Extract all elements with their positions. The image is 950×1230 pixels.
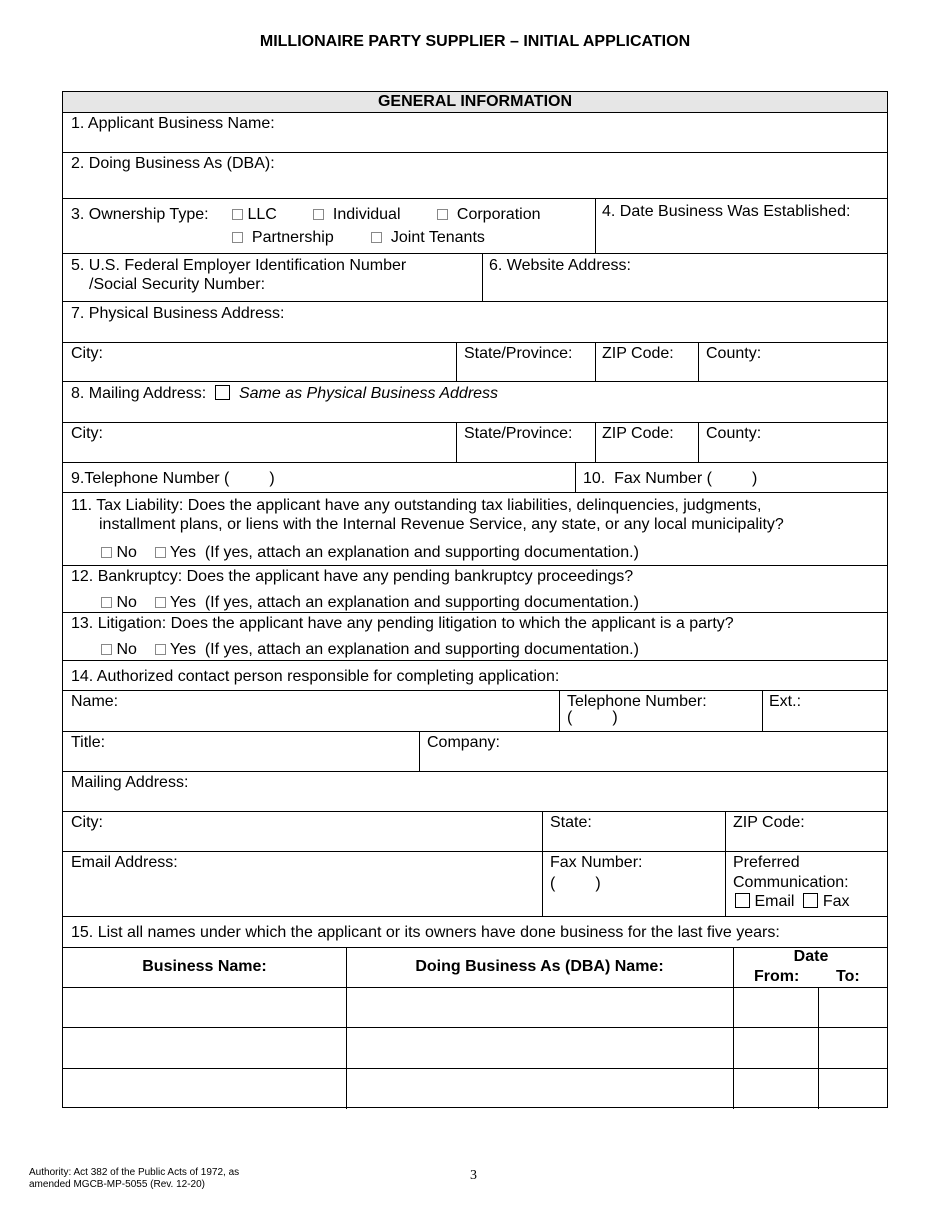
divider <box>595 342 596 381</box>
contact-fax-parens: ( ) <box>550 875 601 892</box>
divider <box>63 198 887 199</box>
divider <box>698 342 699 381</box>
divider <box>63 422 887 423</box>
table-cell-from-3[interactable] <box>734 1069 818 1108</box>
checkbox-icon[interactable] <box>232 209 243 220</box>
divider <box>762 690 763 731</box>
divider <box>63 381 887 382</box>
divider <box>63 112 887 113</box>
col-business-name: Business Name: <box>142 958 267 975</box>
q12-answer: No Yes (If yes, attach an explanation and supporting documentation.) <box>101 593 639 612</box>
general-information-header: GENERAL INFORMATION <box>63 92 887 112</box>
divider <box>595 198 596 253</box>
divider <box>63 851 887 852</box>
q12-bankruptcy-label: 12. Bankruptcy: Does the applicant have any pending bankruptcy proceedings? <box>71 568 634 585</box>
table-cell-dba-3[interactable] <box>347 1069 733 1108</box>
preferred-email-checkbox[interactable] <box>735 893 750 908</box>
table-cell-dba-2[interactable] <box>347 1028 733 1068</box>
q15-prior-names-label: 15. List all names under which the applicant or its owners have done business for the last five years: <box>71 924 780 941</box>
table-cell-business-2[interactable] <box>63 1028 346 1068</box>
mailing-city-label: City: <box>71 425 103 442</box>
q11-answer: No Yes (If yes, attach an explanation and supporting documentation.) <box>101 543 639 562</box>
q8-mailing-address-label: 8. Mailing Address: Same as Physical Business Address <box>71 385 499 402</box>
divider <box>456 342 457 381</box>
ownership-option-individual[interactable]: Individual <box>313 205 401 224</box>
contact-city-label: City: <box>71 814 103 831</box>
checkbox-icon[interactable] <box>437 209 448 220</box>
mailing-county-label: County: <box>706 425 762 442</box>
physical-city-label: City: <box>71 345 103 362</box>
q10-fax-label: 10. Fax Number ( ) <box>583 470 758 487</box>
divider <box>63 462 887 463</box>
preferred-label-line2: Communication: <box>733 874 849 891</box>
checkbox-icon[interactable] <box>313 209 324 220</box>
table-cell-dba-1[interactable] <box>347 988 733 1027</box>
application-form <box>62 91 888 1108</box>
q2-dba-label: 2. Doing Business As (DBA): <box>71 155 275 172</box>
divider <box>63 492 887 493</box>
divider <box>698 422 699 462</box>
checkbox-icon[interactable] <box>371 232 382 243</box>
divider <box>419 731 420 771</box>
contact-company-label: Company: <box>427 734 500 751</box>
table-cell-business-1[interactable] <box>63 988 346 1027</box>
ownership-option-partnership[interactable]: Partnership <box>232 228 334 247</box>
q11-no-checkbox[interactable] <box>101 547 112 558</box>
physical-state-label: State/Province: <box>464 345 573 362</box>
divider <box>542 811 543 916</box>
q14-contact-label: 14. Authorized contact person responsible for completing application: <box>71 668 560 685</box>
q3-ownership-label: 3. Ownership Type: <box>71 206 209 223</box>
divider <box>63 612 887 613</box>
q5-fein-label-line1: 5. U.S. Federal Employer Identification Number <box>71 257 407 274</box>
contact-mailing-address-label: Mailing Address: <box>71 774 189 791</box>
q11-tax-liability-line1: 11. Tax Liability: Does the applicant have any outstanding tax liabilities, delinquencies, judgments, <box>71 497 762 514</box>
mailing-state-label: State/Province: <box>464 425 573 442</box>
divider <box>63 253 887 254</box>
table-cell-to-3[interactable] <box>819 1069 888 1108</box>
col-date: Date <box>793 948 829 965</box>
physical-county-label: County: <box>706 345 762 362</box>
divider <box>595 422 596 462</box>
mailing-zip-label: ZIP Code: <box>602 425 674 442</box>
divider <box>63 660 887 661</box>
q1-business-name-label: 1. Applicant Business Name: <box>71 115 275 132</box>
contact-zip-label: ZIP Code: <box>733 814 805 831</box>
table-cell-from-1[interactable] <box>734 988 818 1027</box>
divider <box>63 731 887 732</box>
table-cell-to-1[interactable] <box>819 988 888 1027</box>
divider <box>63 301 887 302</box>
contact-fax-label: Fax Number: <box>550 854 643 871</box>
contact-phone-parens: ( ) <box>567 709 618 726</box>
physical-zip-label: ZIP Code: <box>602 345 674 362</box>
contact-email-label: Email Address: <box>71 854 178 871</box>
q5-fein-label-line2: /Social Security Number: <box>89 276 266 293</box>
footer-authority: Authority: Act 382 of the Public Acts of 1972, as amended MGCB-MP-5055 (Rev. 12-20) <box>29 1167 240 1190</box>
q13-answer: No Yes (If yes, attach an explanation and supporting documentation.) <box>101 640 639 659</box>
page-title: MILLIONAIRE PARTY SUPPLIER – INITIAL APPLICATION <box>259 33 691 50</box>
divider <box>63 916 887 917</box>
ownership-option-llc[interactable]: LLC <box>232 205 277 224</box>
col-date-from: From: <box>754 968 800 985</box>
divider <box>63 771 887 772</box>
contact-name-label: Name: <box>71 693 119 710</box>
divider <box>63 811 887 812</box>
q12-no-checkbox[interactable] <box>101 597 112 608</box>
q13-litigation-label: 13. Litigation: Does the applicant have any pending litigation to which the applicant is a party? <box>71 615 734 632</box>
ownership-option-corporation[interactable]: Corporation <box>437 205 541 224</box>
q11-yes-checkbox[interactable] <box>155 547 166 558</box>
divider <box>725 811 726 916</box>
q13-yes-checkbox[interactable] <box>155 644 166 655</box>
divider <box>63 342 887 343</box>
divider <box>63 152 887 153</box>
page-number: 3 <box>470 1168 477 1183</box>
contact-state-label: State: <box>550 814 592 831</box>
divider <box>559 690 560 731</box>
q4-date-established-label: 4. Date Business Was Established: <box>602 203 851 220</box>
checkbox-icon[interactable] <box>232 232 243 243</box>
preferred-fax-checkbox[interactable] <box>803 893 818 908</box>
contact-title-label: Title: <box>71 734 106 751</box>
table-cell-from-2[interactable] <box>734 1028 818 1068</box>
q11-tax-liability-line2: installment plans, or liens with the Internal Revenue Service, any state, or any local municipality? <box>99 516 784 533</box>
table-cell-business-3[interactable] <box>63 1069 346 1108</box>
contact-ext-label: Ext.: <box>769 693 802 710</box>
divider <box>575 462 576 492</box>
table-cell-to-2[interactable] <box>819 1028 888 1068</box>
preferred-options: Email Fax <box>735 892 849 911</box>
divider <box>63 565 887 566</box>
q9-telephone-label: 9.Telephone Number ( ) <box>71 470 275 487</box>
q7-physical-address-label: 7. Physical Business Address: <box>71 305 285 322</box>
divider <box>482 253 483 301</box>
col-dba-name: Doing Business As (DBA) Name: <box>415 958 664 975</box>
divider <box>63 690 887 691</box>
preferred-label-line1: Preferred <box>733 854 800 871</box>
col-date-to: To: <box>836 968 860 985</box>
ownership-option-joint-tenants[interactable]: Joint Tenants <box>371 228 485 247</box>
q13-no-checkbox[interactable] <box>101 644 112 655</box>
same-as-physical-checkbox[interactable] <box>215 385 230 400</box>
q6-website-label: 6. Website Address: <box>489 257 631 274</box>
q12-yes-checkbox[interactable] <box>155 597 166 608</box>
contact-phone-label: Telephone Number: <box>567 693 707 710</box>
divider <box>456 422 457 462</box>
